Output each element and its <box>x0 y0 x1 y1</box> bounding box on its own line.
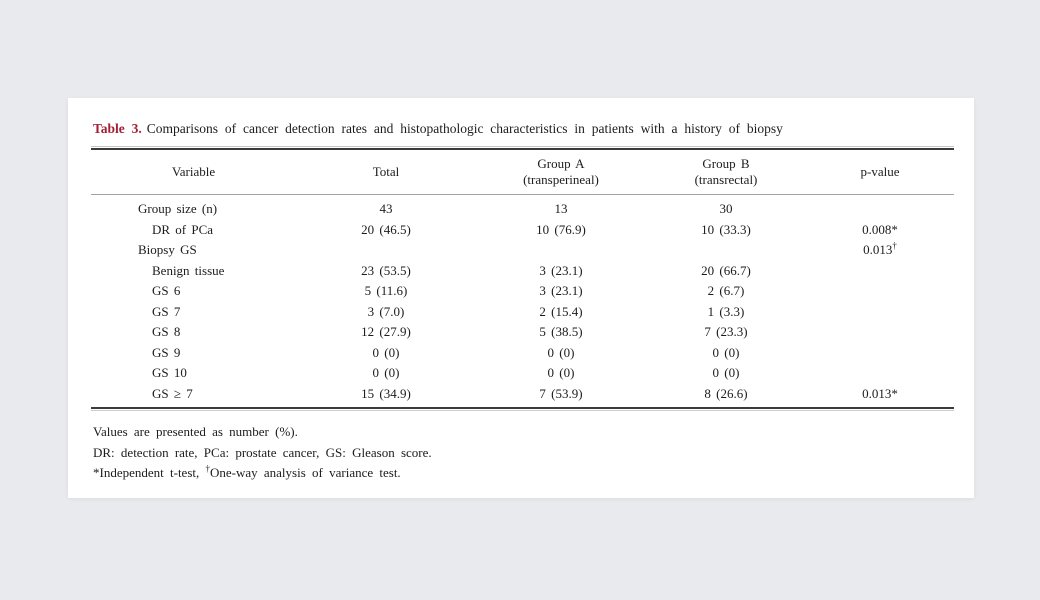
cell-p-value <box>806 195 954 220</box>
cell-group-b: 8 (26.6) <box>704 385 748 401</box>
table-row <box>91 384 954 409</box>
table-title-label: Table 3. <box>93 121 142 136</box>
cell-group-a: 13 <box>554 201 568 217</box>
cell-group-a <box>476 240 646 261</box>
dagger-symbol: † <box>205 463 210 474</box>
footnote-abbreviations: DR: detection rate, PCa: prostate cancer, GS: Gleason score. <box>93 444 432 460</box>
col-header-group-a-method: (transperineal) <box>523 172 599 187</box>
table-row <box>91 302 954 323</box>
cell-total: 23 (53.5) <box>361 262 411 278</box>
cell-total: 0 (0) <box>372 365 400 381</box>
table-row <box>91 261 954 282</box>
table-row <box>91 240 954 261</box>
row-label: GS 10 <box>152 365 187 381</box>
cell-p-value <box>806 363 954 384</box>
row-label: GS 7 <box>152 303 181 319</box>
col-header-p-value: p-value <box>860 164 900 179</box>
row-label: GS 9 <box>152 344 181 360</box>
cell-group-b: 1 (3.3) <box>707 303 745 319</box>
cell-group-a: 7 (53.9) <box>539 385 583 401</box>
table-row <box>91 220 954 241</box>
table-row <box>91 363 954 384</box>
table-row <box>91 281 954 302</box>
table-header <box>91 149 954 195</box>
cell-p-value: 0.008* <box>862 221 898 237</box>
dagger-symbol: † <box>892 240 897 251</box>
cell-p-value <box>806 322 954 343</box>
footnote-tests <box>93 463 954 484</box>
cell-p-value <box>806 343 954 364</box>
table-footnotes <box>93 422 954 484</box>
cell-p-value <box>806 261 954 282</box>
cell-total: 5 (11.6) <box>364 283 408 299</box>
row-label: Benign tissue <box>152 262 225 278</box>
cell-p-value <box>806 281 954 302</box>
cell-group-a: 10 (76.9) <box>536 221 586 237</box>
row-label: DR of PCa <box>152 221 214 237</box>
paper-card <box>68 98 974 498</box>
cell-group-b: 20 (66.7) <box>701 262 751 278</box>
cell-total: 43 <box>379 201 393 217</box>
col-header-group-b-name: Group B <box>702 156 750 171</box>
table-row <box>91 322 954 343</box>
cell-total: 12 (27.9) <box>361 324 411 340</box>
cell-group-a: 3 (23.1) <box>539 262 583 278</box>
cell-total: 0 (0) <box>372 344 400 360</box>
col-header-total: Total <box>372 164 400 179</box>
table-row <box>91 343 954 364</box>
cell-group-b: 0 (0) <box>712 344 740 360</box>
cell-p-value: 0.013† <box>863 240 897 258</box>
col-header-group-a-name: Group A <box>537 156 585 171</box>
cell-group-a: 3 (23.1) <box>539 283 583 299</box>
footnote-tests-prefix: *Independent t-test, <box>93 465 206 480</box>
cell-total: 20 (46.5) <box>361 221 411 237</box>
cell-group-a: 0 (0) <box>547 344 575 360</box>
comparison-table <box>91 148 954 409</box>
cell-group-b: 2 (6.7) <box>707 283 745 299</box>
cell-group-b: 7 (23.3) <box>704 324 748 340</box>
cell-total: 15 (34.9) <box>361 385 411 401</box>
cell-group-a: 5 (38.5) <box>539 324 583 340</box>
cell-group-b: 30 <box>719 201 733 217</box>
col-header-group-b-method: (transrectal) <box>694 172 758 187</box>
table-title <box>93 120 954 137</box>
cell-group-b <box>646 240 806 261</box>
footnote-tests-suffix: One-way analysis of variance test. <box>210 465 401 480</box>
cell-group-a: 2 (15.4) <box>539 303 583 319</box>
table-row <box>91 195 954 220</box>
row-label: Biopsy GS <box>138 242 197 258</box>
table-body <box>91 195 954 409</box>
header-row <box>91 149 954 195</box>
table-title-text: Comparisons of cancer detection rates and histopathologic characteristics in patients with a history of biopsy <box>146 121 783 136</box>
cell-group-b: 10 (33.3) <box>701 221 751 237</box>
row-label: GS ≥ 7 <box>152 385 193 401</box>
table-rules <box>91 146 954 411</box>
row-label: GS 8 <box>152 324 181 340</box>
cell-group-a: 0 (0) <box>547 365 575 381</box>
col-header-group-b <box>646 149 806 195</box>
cell-p-value <box>806 302 954 323</box>
cell-total: 3 (7.0) <box>367 303 405 319</box>
row-label: GS 6 <box>152 283 181 299</box>
col-header-variable: Variable <box>171 164 216 179</box>
row-label: Group size (n) <box>138 201 218 217</box>
footnote-values: Values are presented as number (%). <box>93 424 298 439</box>
cell-total <box>296 240 476 261</box>
cell-group-b: 0 (0) <box>712 365 740 381</box>
col-header-group-a <box>476 149 646 195</box>
cell-p-value: 0.013* <box>862 385 898 401</box>
